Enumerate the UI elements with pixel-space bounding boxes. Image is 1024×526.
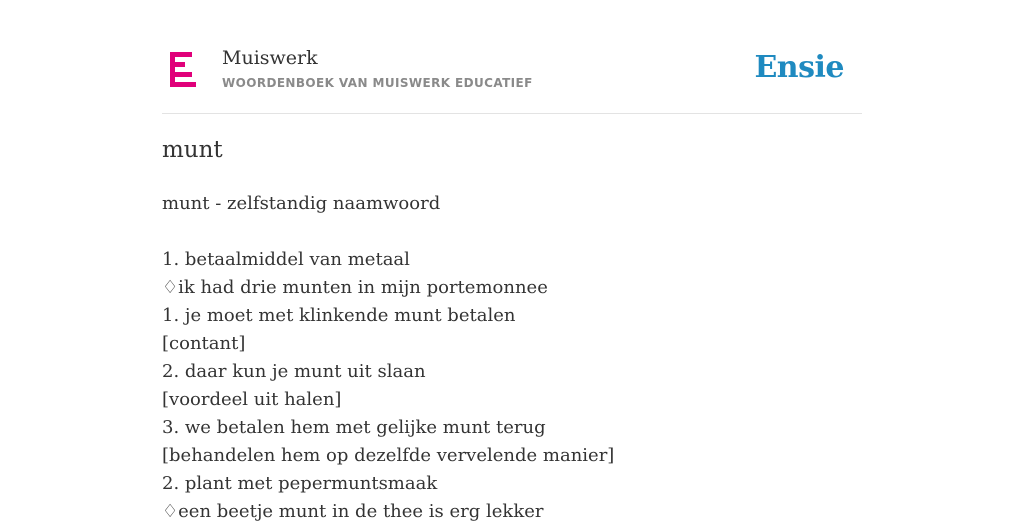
site-header [162,0,862,114]
explanation-line: [behandelen hem op dezelfde vervelende manier] [162,445,615,466]
definition-line: 1. je moet met klinkende munt betalen [162,305,516,326]
ensie-logo[interactable]: Ensie [754,50,844,85]
brand-name[interactable]: Muiswerk [222,47,318,69]
definition-line: 2. daar kun je munt uit slaan [162,361,426,382]
definition-line: 2. plant met pepermuntsmaak [162,473,438,494]
brand-block [222,46,533,90]
definition-line: 1. betaalmiddel van metaal [162,249,410,270]
muiswerk-logo-icon[interactable] [170,52,198,88]
logo-mark [170,52,198,88]
example-line: ♢ik had drie munten in mijn portemonnee [162,277,548,298]
definition-line: 3. we betalen hem met gelijke munt terug [162,417,546,438]
definition-body [162,190,614,526]
brand-subtitle: WOORDENBOEK VAN MUISWERK EDUCATIEF [222,76,533,90]
page-title: munt [162,137,223,163]
explanation-line: [contant] [162,333,246,354]
definition-heading: munt - zelfstandig naamwoord [162,193,441,214]
example-line: ♢een beetje munt in de thee is erg lekker [162,501,544,522]
spacer [162,218,614,246]
explanation-line: [voordeel uit halen] [162,389,342,410]
page [162,0,862,522]
